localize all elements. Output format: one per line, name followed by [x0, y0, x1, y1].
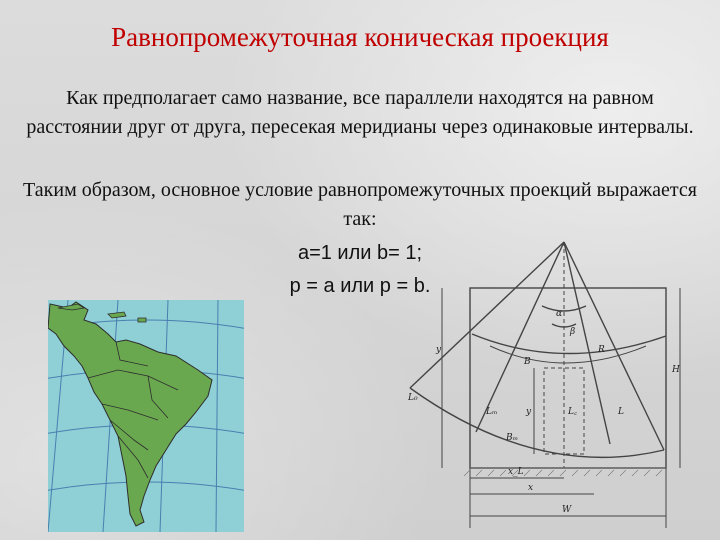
- label-lc: L꜀: [568, 407, 578, 417]
- south-america-map: [48, 300, 244, 532]
- label-h: H: [672, 365, 680, 375]
- label-l: L: [618, 407, 624, 417]
- formula-line-1: a=1 или b= 1;: [297, 242, 423, 264]
- cone-projection-diagram: [398, 236, 688, 536]
- label-bm: Bₘ: [506, 433, 519, 443]
- frame-rect: [470, 288, 666, 468]
- label-w: W: [562, 505, 572, 515]
- label-yh: y: [436, 345, 442, 355]
- condition-paragraph: Таким образом, основное условие равнопромежуточных проекций выражается так:: [23, 179, 697, 230]
- label-x: x: [528, 483, 534, 493]
- label-xl: x_L: [508, 467, 524, 477]
- cone-inner-left: [476, 242, 564, 432]
- cone-right-edge: [564, 242, 664, 450]
- ground-hatching: [464, 470, 662, 476]
- formula-line-2: p = a или p = b.: [289, 275, 431, 297]
- label-alpha: α: [556, 309, 563, 319]
- label-beta: β: [570, 327, 576, 337]
- label-l0: L₀: [408, 393, 418, 403]
- label-b: B: [524, 357, 531, 367]
- intro-paragraph: Как предполагает само название, все параллели находятся на равном расстоянии друг от друга, пересекая меридианы через одинаковые интервалы.: [26, 87, 694, 138]
- label-y: y: [526, 407, 532, 417]
- cone-left-edge: [410, 242, 564, 388]
- label-r: R: [598, 345, 605, 355]
- slide-title: Равнопромежуточная коническая проекция: [111, 22, 609, 52]
- label-lm: Lₘ: [486, 407, 498, 417]
- cone-base-arc: [410, 388, 664, 457]
